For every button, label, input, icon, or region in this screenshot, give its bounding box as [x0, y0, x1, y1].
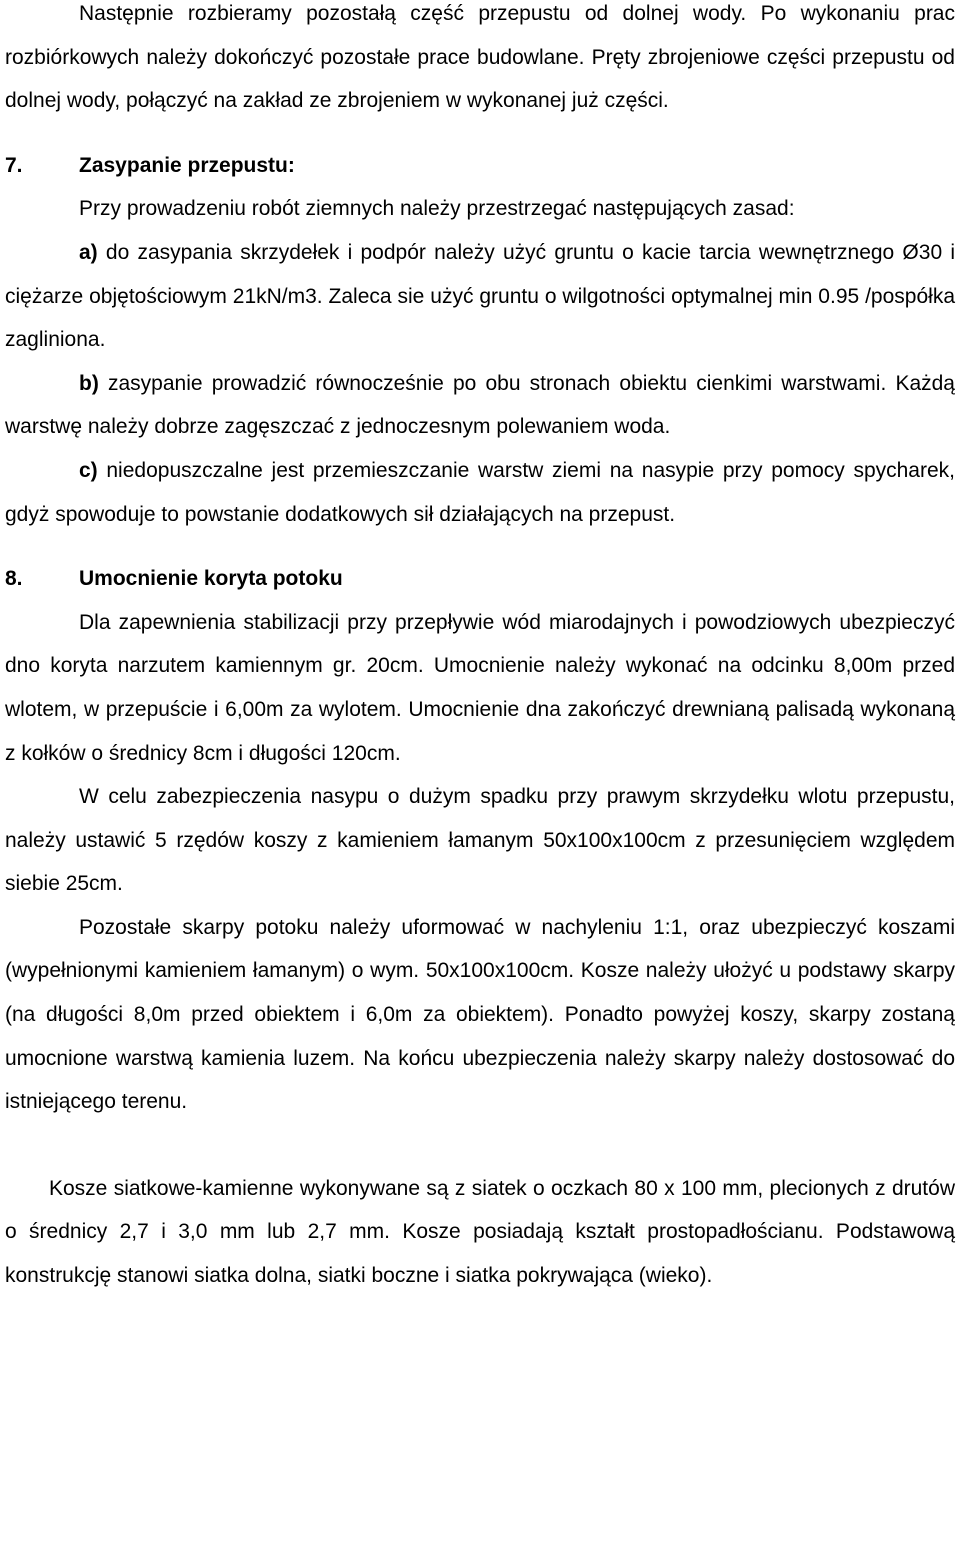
- spacer: [5, 1124, 955, 1167]
- section-8-paragraph-2: W celu zabezpieczenia nasypu o dużym spadku przy prawym skrzydełku wlotu przepustu, należy ustawić 5 rzędów koszy z kamieniem łamanym 50x100x100cm z przesunięciem względem siebie 25cm.: [5, 785, 955, 896]
- section-7-heading: [5, 144, 955, 188]
- spacer: [5, 123, 955, 144]
- section-8-title: Umocnienie koryta potoku: [79, 567, 343, 591]
- list-item-b-label: b): [79, 371, 99, 395]
- section-7-lead: Przy prowadzeniu robót ziemnych należy przestrzegać następujących zasad:: [79, 197, 795, 221]
- spacer: [5, 536, 955, 557]
- list-item-a-text: do zasypania skrzydełek i podpór należy użyć gruntu o kacie tarcia wewnętrznego Ø30 i ciężarze objętościowym 21kN/m3. Zaleca sie użyć gruntu o wilgotności optymalnej min 0.95 /pospółka zagliniona.: [5, 240, 955, 352]
- list-item-a-label: a): [79, 240, 98, 264]
- section-8-paragraph-1: Dla zapewnienia stabilizacji przy przepływie wód miarodajnych i powodziowych ubezpieczyć dno koryta narzutem kamiennym gr. 20cm. Umocnienie należy wykonać na odcinku 8,00m przed wlotem, w przepuście i 6,00m za wylotem. Umocnienie dna zakończyć drewnianą palisadą wykonaną z kołków o średnicy 8cm i długości 120cm.: [5, 610, 955, 765]
- list-item-b: [5, 362, 955, 449]
- section-8-number: 8.: [5, 567, 23, 591]
- section-7-title: Zasypanie przepustu:: [79, 153, 295, 177]
- intro-paragraph: Następnie rozbieramy pozostałą część przepustu od dolnej wody. Po wykonaniu prac rozbiórkowych należy dokończyć pozostałe prace budowlane. Pręty zbrojeniowe części przepustu od dolnej wody, połączyć na zakład ze zbrojeniem w wykonanej już części.: [5, 2, 955, 113]
- section-8-paragraph-3: Pozostałe skarpy potoku należy uformować w nachyleniu 1:1, oraz ubezpieczyć koszami (wypełnionymi kamieniem łamanym) o wym. 50x100x100cm. Kosze należy ułożyć u podstawy skarpy (na długości 8,0m przed obiektem i 6,0m za obiektem). Ponadto powyżej koszy, skarpy zostaną umocnione warstwą kamienia luzem. Na końcu ubezpieczenia należy skarpy należy dostosować do istniejącego terenu.: [5, 915, 955, 1114]
- list-item-c-text: niedopuszczalne jest przemieszczanie warstw ziemi na nasypie przy pomocy spycharek, gdyż spowoduje to powstanie dodatkowych sił działających na przepust.: [5, 458, 955, 526]
- section-7-number: 7.: [5, 153, 23, 177]
- list-item-b-text: zasypanie prowadzić równocześnie po obu stronach obiektu cienkimi warstwami. Każdą warstwę należy dobrze zagęszczać z jednoczesnym polewaniem woda.: [5, 371, 955, 439]
- closing-paragraph: Kosze siatkowe-kamienne wykonywane są z siatek o oczkach 80 x 100 mm, plecionych z drutów o średnicy 2,7 i 3,0 mm lub 2,7 mm. Kosze posiadają kształt prostopadłościanu. Podstawową konstrukcję stanowi siatka dolna, siatki boczne i siatka pokrywająca (wieko).: [5, 1176, 955, 1288]
- list-item-c: [5, 449, 955, 536]
- list-item-c-label: c): [79, 458, 98, 482]
- document-page: [5, 0, 955, 1298]
- list-item-a: [5, 231, 955, 362]
- section-8-heading: [5, 557, 955, 601]
